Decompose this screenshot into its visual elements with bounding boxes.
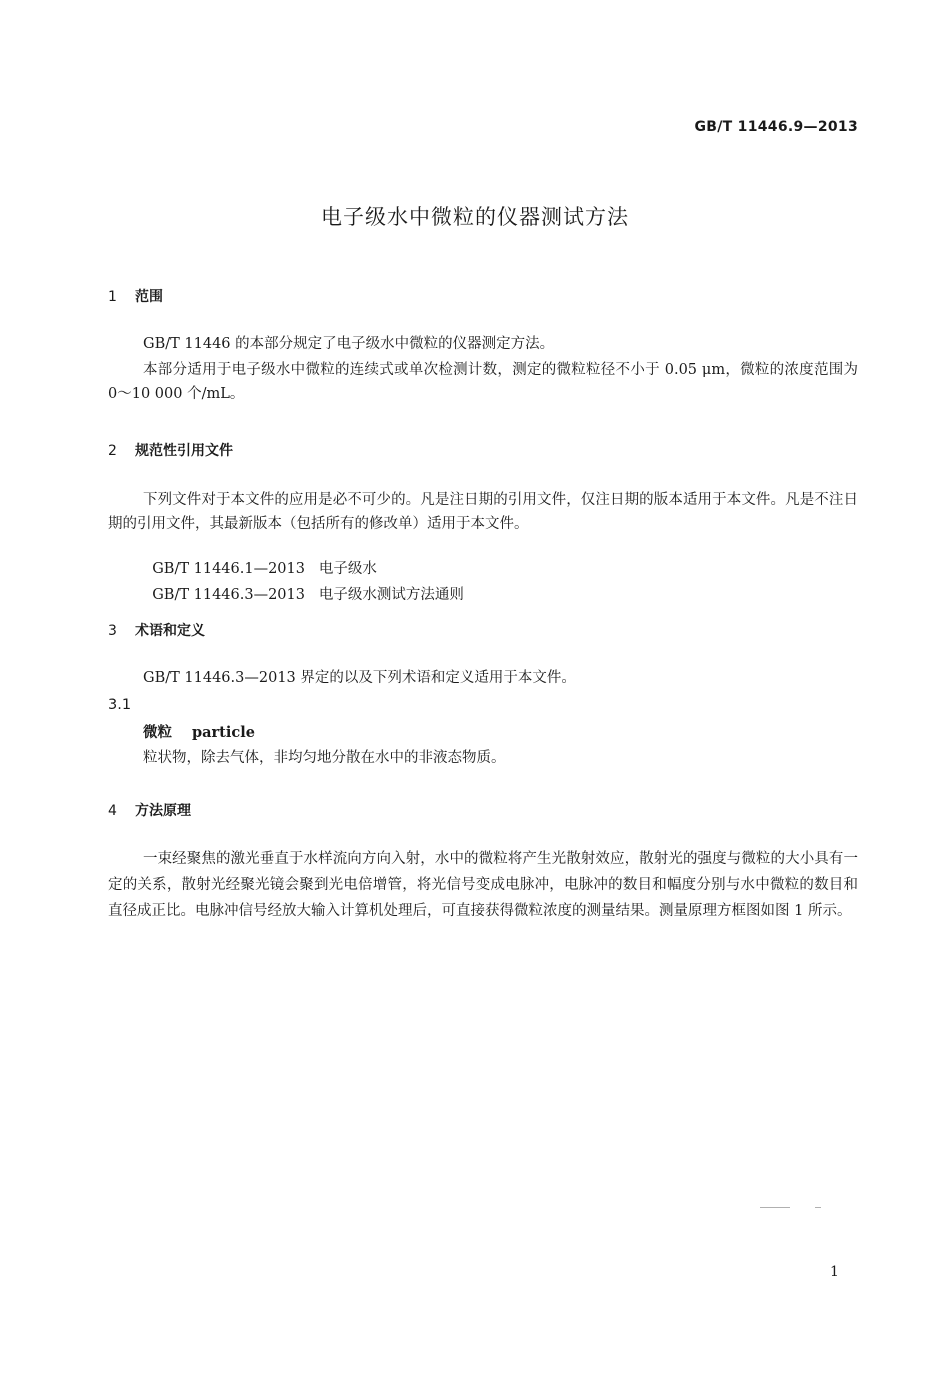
scan-artifact <box>760 1207 790 1208</box>
section-1-paragraph-1: GB/T 11446 的本部分规定了电子级水中微粒的仪器测定方法。 <box>143 336 555 352</box>
section-title: 方法原理 <box>135 803 191 819</box>
section-number: 3 <box>108 623 117 639</box>
reference-code: GB/T 11446.3—2013 <box>152 587 305 603</box>
document-title: 电子级水中微粒的仪器测试方法 <box>321 205 629 229</box>
reference-item <box>143 567 464 604</box>
section-number: 1 <box>108 289 117 305</box>
section-1-paragraph-2: 本部分适用于电子级水中微粒的连续式或单次检测计数，测定的微粒粒径不小于 0.05 μm，微粒的浓度范围为 0～10 000 个/mL。 <box>108 362 858 402</box>
page-number: 1 <box>830 1264 839 1280</box>
section-4-heading <box>108 800 191 820</box>
section-2-heading <box>108 440 233 460</box>
section-title: 范围 <box>135 289 163 305</box>
reference-code: GB/T 11446.1—2013 <box>152 561 305 577</box>
reference-title: 电子级水测试方法通则 <box>318 587 464 603</box>
standard-number: GB/T 11446.9—2013 <box>694 119 858 135</box>
term-chinese: 微粒 <box>143 724 172 741</box>
section-4-paragraph-1: 一束经聚焦的激光垂直于水样流向方向入射，水中的微粒将产生光散射效应，散射光的强度与微粒的大小具有一定的关系，散射光经聚光镜会聚到光电倍增管，将光信号变成电脉冲，电脉冲的数目和幅度分别与水中微粒的数目和直径成正比。电脉冲信号经放大输入计算机处理后，可直接获得微粒浓度的测量结果。测量原理方框图如图 1 所示。 <box>108 851 858 919</box>
section-1-heading <box>108 286 163 306</box>
section-number: 2 <box>108 443 117 459</box>
term-english: particle <box>192 724 255 741</box>
section-number: 4 <box>108 803 117 819</box>
scan-artifact <box>815 1207 821 1208</box>
term-number: 3.1 <box>108 697 132 713</box>
section-3-paragraph-1: GB/T 11446.3—2013 界定的以及下列术语和定义适用于本文件。 <box>143 670 576 686</box>
section-title: 规范性引用文件 <box>135 443 233 459</box>
term-definition: 粒状物，除去气体，非均匀地分散在水中的非液态物质。 <box>143 750 506 766</box>
section-3-heading <box>108 620 205 640</box>
section-2-paragraph-1: 下列文件对于本文件的应用是必不可少的。凡是注日期的引用文件，仅注日期的版本适用于本文件。凡是不注日期的引用文件，其最新版本（包括所有的修改单）适用于本文件。 <box>108 492 858 532</box>
term-entry <box>143 721 255 742</box>
section-title: 术语和定义 <box>135 623 205 639</box>
reference-title: 电子级水 <box>318 561 377 577</box>
